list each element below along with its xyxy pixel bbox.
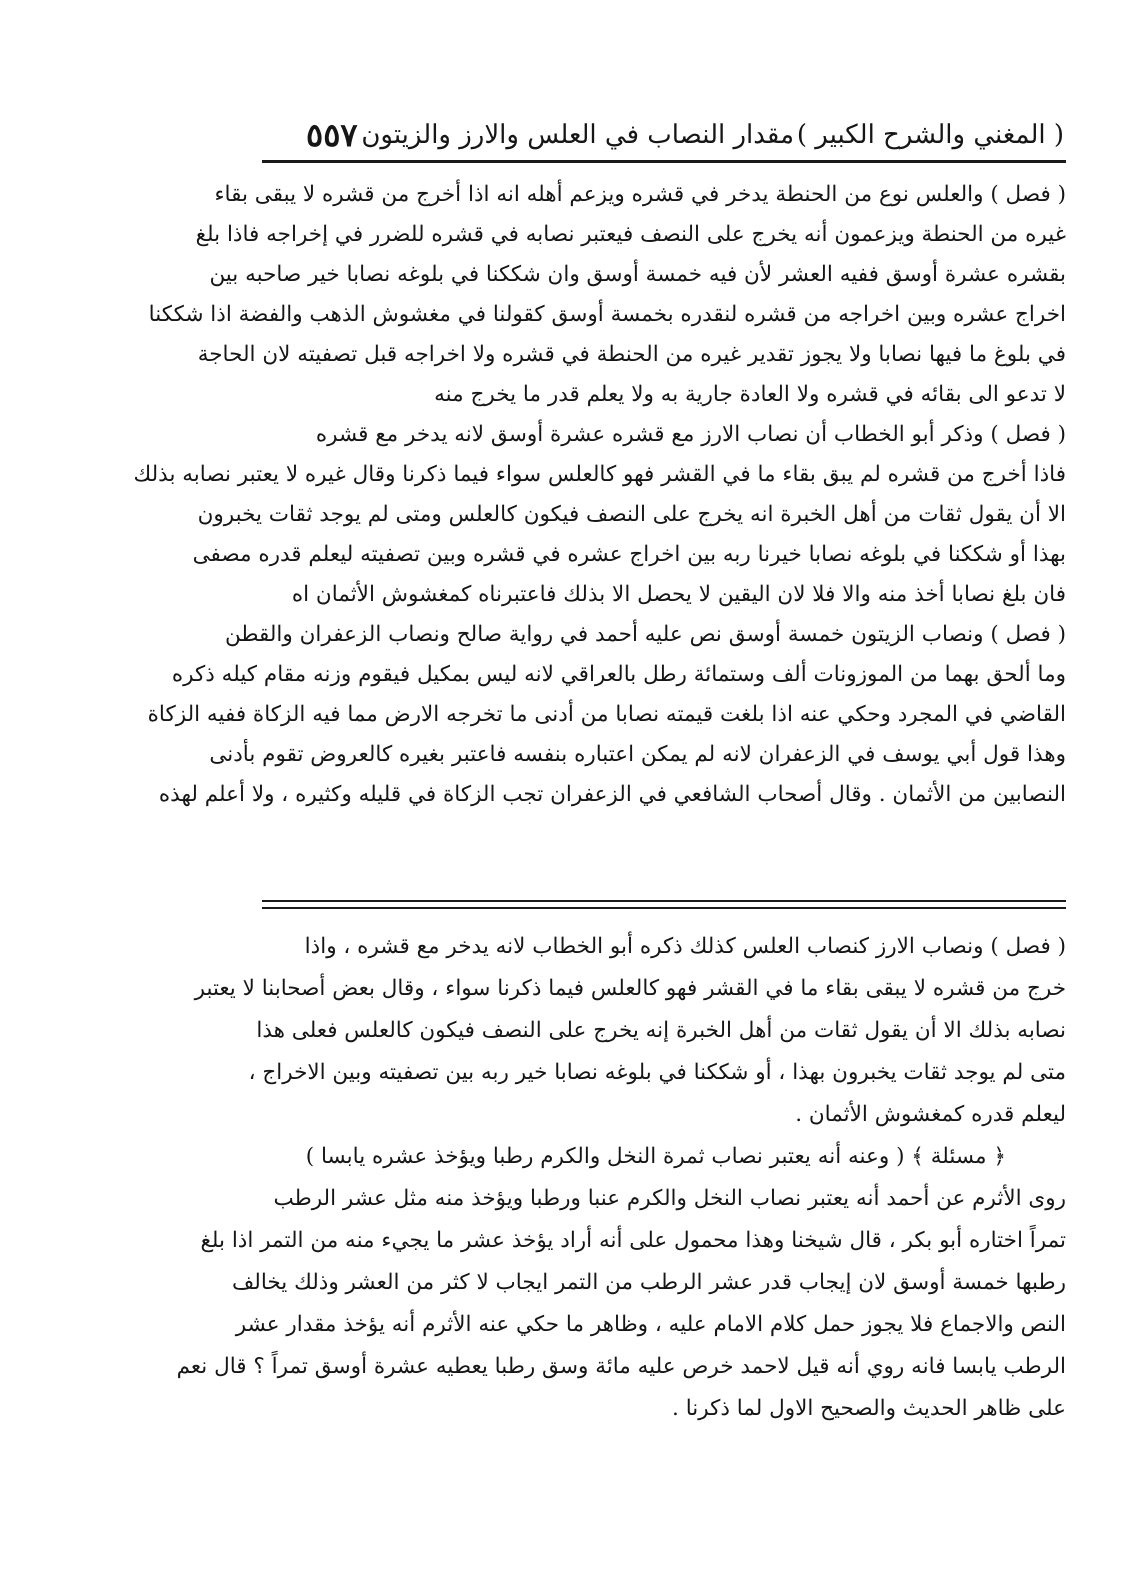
section-divider bbox=[262, 907, 1066, 909]
text-line: النص والاجماع فلا يجوز حمل كلام الامام عليه ، وظاهر ما حكي عنه الأثرم أنه يؤخذ مقدار عشر bbox=[235, 1312, 1066, 1337]
text-line: ( فصل ) ونصاب الارز كنصاب العلس كذلك ذكره أبو الخطاب لانه يدخر مع قشره ، واذا bbox=[304, 934, 1066, 959]
text-line: على ظاهر الحديث والصحيح الاول لما ذكرنا . bbox=[672, 1396, 1066, 1421]
text-line: ( فصل ) والعلس نوع من الحنطة يدخر في قشره ويزعم أهله انه اذا أخرج من قشره لا يبقى بقاء bbox=[214, 182, 1066, 207]
text-line: فان بلغ نصابا أخذ منه والا فلا لان اليقين لا يحصل الا بذلك فاعتبرناه كمغشوش الأثمان اه bbox=[291, 582, 1066, 607]
text-line: بهذا أو شككنا في بلوغه نصابا خيرنا ربه بين اخراج عشره في قشره وبين تصفيته ليعلم قدره مصفى bbox=[192, 542, 1066, 567]
text-line: فاذا أخرج من قشره لم يبق بقاء ما في القشر فهو كالعلس سواء فيما ذكرنا وقال غيره لا يعتبر نصابه بذلك bbox=[133, 462, 1066, 487]
text-line: ( فصل ) وذكر أبو الخطاب أن نصاب الارز مع قشره عشرة أوسق لانه يدخر مع قشره bbox=[315, 422, 1066, 447]
commentary-text bbox=[133, 175, 1066, 815]
text-line: تمراً اختاره أبو بكر ، قال شيخنا وهذا محمول على أنه أراد يؤخذ عشر ما يجيء منه من التمر اذا بلغ bbox=[200, 1228, 1066, 1253]
book-title: ( المغني والشرح الكبير ) bbox=[796, 120, 1064, 150]
text-line: ( فصل ) ونصاب الزيتون خمسة أوسق نص عليه أحمد في رواية صالح ونصاب الزعفران والقطن bbox=[224, 622, 1066, 647]
text-line: في بلوغ ما فيها نصابا ولا يجوز تقدير غيره من الحنطة في قشره ولا اخراجه قبل تصفيته لان الحاجة bbox=[197, 342, 1066, 367]
section-title: مقدار النصاب في العلس والارز والزيتون bbox=[361, 120, 794, 150]
text-line: ليعلم قدره كمغشوش الأثمان . bbox=[795, 1102, 1066, 1127]
text-line: القاضي في المجرد وحكي عنه اذا بلغت قيمته نصابا من أدنى ما تخرجه الارض مما فيه الزكاة ففيه الزكاة bbox=[147, 702, 1066, 727]
page-header bbox=[266, 112, 1064, 158]
text-line: غيره من الحنطة ويزعمون أنه يخرج على النصف فيعتبر نصابه في قشره للضرر في إخراجه فاذا بلغ bbox=[195, 222, 1066, 247]
text-line: اخراج عشره وبين اخراجه من قشره لنقدره بخمسة أوسق كقولنا في مغشوش الذهب والفضة اذا شككنا bbox=[148, 302, 1066, 327]
section-divider bbox=[262, 900, 1066, 902]
masala-heading: ﴿ مسئلة ﴾ ( وعنه أنه يعتبر نصاب ثمرة النخل والكرم رطبا ويؤخذ عشره يابسا ) bbox=[305, 1144, 1006, 1169]
text-line: روى الأثرم عن أحمد أنه يعتبر نصاب النخل والكرم عنبا ورطبا ويؤخذ منه مثل عشر الرطب bbox=[273, 1186, 1066, 1211]
text-line: خرج من قشره لا يبقى بقاء ما في القشر فهو كالعلس فيما ذكرنا سواء ، وقال بعض أصحابنا لا يعتبر bbox=[194, 976, 1066, 1001]
text-line: وما ألحق بهما من الموزونات ألف وستمائة رطل بالعراقي لانه ليس بمكيل فيقوم وزنه مقام كيله ذكره bbox=[171, 662, 1066, 687]
text-line: متى لم يوجد ثقات يخبرون بهذا ، أو شككنا في بلوغه نصابا خير ربه بين تصفيته وبين الاخراج ، bbox=[248, 1060, 1066, 1085]
header-rule bbox=[262, 160, 1066, 163]
text-line: الرطب يابسا فانه روي أنه قيل لاحمد خرص عليه مائة وسق رطبا يعطيه عشرة أوسق تمراً ؟ قال نعم bbox=[176, 1354, 1066, 1379]
text-line: النصابين من الأثمان . وقال أصحاب الشافعي في الزعفران تجب الزكاة في قليله وكثيره ، ولا أعلم لهذه bbox=[158, 782, 1066, 807]
text-line: نصابه بذلك الا أن يقول ثقات من أهل الخبرة إنه يخرج على النصف فيكون كالعلس فعلى هذا bbox=[256, 1018, 1066, 1043]
page-number: ٥٥٧ bbox=[306, 116, 358, 154]
text-line: وهذا قول أبي يوسف في الزعفران لانه لم يمكن اعتباره بنفسه فاعتبر بغيره كالعروض تقوم بأدنى bbox=[209, 742, 1066, 767]
mughni-text bbox=[176, 926, 1066, 1430]
text-line: لا تدعو الى بقائه في قشره ولا العادة جارية به ولا يعلم قدر ما يخرج منه bbox=[434, 382, 1066, 407]
text-line: بقشره عشرة أوسق ففيه العشر لأن فيه خمسة أوسق وان شككنا في بلوغه نصابا خير صاحبه بين bbox=[209, 262, 1066, 287]
text-line: رطبها خمسة أوسق لان إيجاب قدر عشر الرطب من التمر ايجاب لا كثر من العشر وذلك يخالف bbox=[232, 1270, 1066, 1295]
text-line: الا أن يقول ثقات من أهل الخبرة انه يخرج على النصف فيكون كالعلس ومتى لم يوجد ثقات يخبرون bbox=[197, 502, 1066, 527]
